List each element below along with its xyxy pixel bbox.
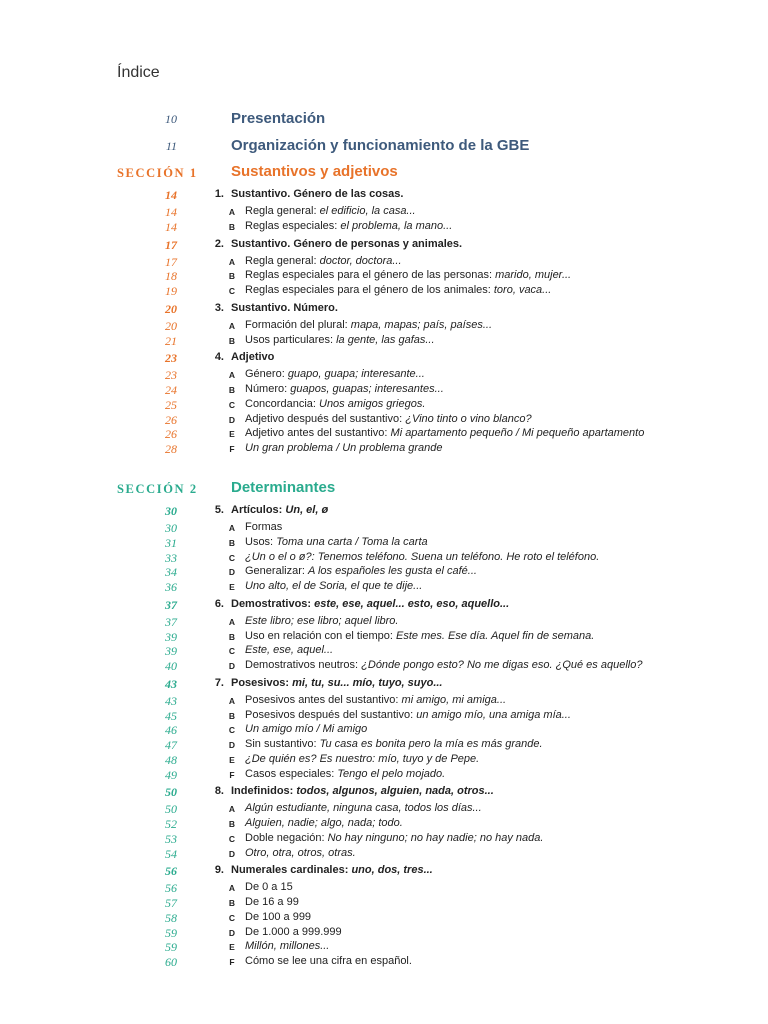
item-label: Sin sustantivo:: [245, 738, 320, 750]
item-label: Doble negación:: [245, 831, 328, 844]
item-letter: A: [228, 256, 236, 267]
item-example: Otro, otra, otros, otras.: [245, 846, 356, 859]
unit-page-number: 56: [165, 864, 177, 879]
unit-title: [231, 785, 494, 797]
item-example: ¿Un o el o ø?: Tenemos teléfono. Suena un teléfono. He roto el teléfono.: [245, 550, 600, 563]
unit-title-italic: todos, algunos, alguien, nada, otros...: [296, 785, 494, 798]
unit-title: [231, 238, 462, 250]
item-text: [245, 896, 299, 908]
item-text: [245, 551, 599, 563]
unit-title-text: Indefinidos:: [231, 785, 297, 798]
item-example: mapa, mapas; país, países...: [350, 318, 493, 331]
item-letter: A: [228, 523, 236, 533]
item-example: Unos amigos griegos.: [319, 397, 426, 410]
intro-title: Presentación: [231, 110, 326, 127]
item-example: marido, mujer...: [495, 269, 572, 282]
item-letter: A: [228, 207, 236, 217]
unit-title-text: Adjetivo: [231, 351, 275, 364]
item-text: [245, 911, 311, 923]
item-letter: D: [228, 848, 236, 859]
item-letter: E: [229, 429, 235, 440]
intro-page-number: 11: [165, 139, 177, 153]
unit-index: 1.: [214, 188, 224, 200]
item-page-number: 30: [165, 521, 177, 535]
item-text: [245, 269, 571, 281]
item-example: ¿Dónde pongo esto? No me digas eso. ¿Qué es aquello?: [361, 659, 643, 671]
item-page-number: 26: [165, 412, 177, 427]
item-label: Demostrativos neutros:: [245, 659, 362, 671]
item-text: [245, 881, 293, 893]
item-label: Número:: [245, 383, 291, 395]
section-label: SECCIÓN 2: [117, 482, 198, 496]
item-page-number: 59: [165, 940, 177, 955]
item-example: un amigo mío, una amiga mía...: [416, 708, 571, 721]
unit-title: [231, 351, 274, 363]
item-letter: C: [228, 725, 236, 736]
item-example: Un amigo mío / Mi amigo: [245, 723, 368, 736]
item-example: Este mes. Ese día. Aquel fin de semana.: [396, 629, 595, 642]
item-text: [245, 284, 551, 296]
item-text: [245, 659, 642, 671]
item-letter: D: [228, 740, 236, 750]
intro-title: Organización y funcionamiento de la GBE: [231, 137, 530, 154]
item-example: Este libro; ese libro; aquel libro.: [245, 614, 399, 627]
item-example: toro, vaca...: [493, 284, 552, 296]
item-text: [245, 644, 333, 656]
page-title: Índice: [117, 64, 160, 81]
item-example: Un gran problema / Un problema grande: [245, 442, 443, 454]
item-example: guapo, guapa; interesante...: [287, 368, 425, 381]
item-text: [245, 817, 403, 829]
item-label: De 1.000 a 999.999: [245, 925, 342, 938]
unit-title: [231, 864, 433, 876]
item-page-number: 26: [165, 427, 177, 442]
item-text: [245, 847, 356, 859]
item-text: [245, 205, 416, 217]
item-example: el edificio, la casa...: [319, 205, 416, 217]
section-title: Sustantivos y adjetivos: [231, 163, 398, 180]
item-text: [245, 723, 367, 735]
item-text: [245, 738, 543, 750]
item-text: [245, 521, 282, 533]
item-page-number: 28: [165, 442, 177, 456]
item-page-number: 53: [165, 831, 177, 846]
item-letter: B: [228, 537, 236, 548]
item-page-number: 31: [165, 535, 177, 550]
item-example: la gente, las gafas...: [336, 333, 435, 346]
item-letter: A: [228, 320, 236, 331]
item-page-number: 19: [165, 284, 177, 298]
unit-title-text: Sustantivo. Género de las cosas.: [231, 188, 404, 200]
item-text: [245, 220, 452, 232]
item-letter: D: [228, 661, 236, 671]
item-label: De 16 a 99: [245, 896, 299, 908]
unit-index: 4.: [214, 351, 224, 364]
unit-title-italic: uno, dos, tres...: [351, 864, 433, 877]
item-text: [245, 832, 543, 844]
item-example: Mi apartamento pequeño / Mi pequeño apartamento: [390, 427, 645, 440]
item-letter: B: [228, 221, 236, 232]
item-letter: F: [229, 769, 235, 780]
item-label: Uso en relación con el tiempo:: [245, 629, 397, 642]
unit-index: 3.: [214, 301, 224, 314]
item-text: [245, 383, 444, 395]
unit-page-number: 50: [165, 785, 177, 800]
unit-title-text: Numerales cardinales:: [231, 864, 352, 877]
item-letter: C: [228, 399, 236, 410]
item-example: Toma una carta / Toma la carta: [276, 535, 428, 548]
item-text: [245, 615, 398, 627]
item-text: [245, 768, 445, 780]
item-example: guapos, guapas; interesantes...: [290, 383, 444, 395]
item-text: [245, 413, 532, 425]
item-text: [245, 442, 443, 454]
item-letter: D: [228, 414, 236, 425]
item-label: Regla general:: [245, 254, 320, 267]
item-label: Regla general:: [245, 205, 320, 217]
unit-title: [231, 677, 443, 689]
item-text: [245, 630, 594, 642]
unit-title-text: Sustantivo. Número.: [231, 301, 338, 314]
item-page-number: 37: [165, 614, 177, 629]
item-letter: B: [228, 819, 236, 829]
item-example: No hay ninguno; no hay nadie; no hay nada.: [327, 831, 544, 844]
item-page-number: 23: [165, 368, 177, 383]
item-page-number: 14: [165, 219, 177, 234]
item-letter: C: [228, 912, 236, 923]
unit-index: 9.: [214, 864, 224, 877]
item-example: Tu casa es bonita pero la mía es más grande.: [319, 738, 543, 750]
item-letter: C: [228, 646, 236, 657]
item-page-number: 40: [165, 659, 177, 673]
item-text: [245, 334, 435, 346]
item-label: Género:: [245, 368, 288, 381]
item-label: Concordancia:: [245, 397, 319, 410]
item-page-number: 49: [165, 767, 177, 782]
item-page-number: 25: [165, 397, 177, 412]
item-label: Cómo se lee una cifra en español.: [245, 955, 412, 967]
item-text: [245, 319, 492, 331]
item-label: Usos particulares:: [245, 333, 337, 346]
item-example: Este, ese, aquel...: [245, 644, 334, 657]
item-text: [245, 802, 482, 814]
item-letter: B: [228, 710, 236, 721]
item-letter: C: [228, 833, 236, 844]
item-text: [245, 427, 644, 439]
item-page-number: 36: [165, 580, 177, 594]
unit-page-number: 37: [165, 597, 177, 612]
item-page-number: 57: [165, 896, 177, 910]
item-page-number: 46: [165, 723, 177, 738]
intro-page-number: 10: [165, 112, 177, 126]
item-letter: A: [228, 695, 236, 706]
item-label: Usos:: [245, 535, 277, 548]
item-letter: B: [228, 631, 236, 642]
unit-index: 6.: [214, 597, 224, 610]
item-text: [245, 753, 479, 765]
item-label: Casos especiales:: [245, 767, 338, 780]
unit-title-italic: mi, tu, su... mío, tuyo, suyo...: [292, 676, 443, 689]
item-page-number: 39: [165, 629, 177, 644]
item-page-number: 24: [165, 383, 177, 397]
item-page-number: 48: [165, 752, 177, 767]
item-example: mi amigo, mi amiga...: [401, 693, 507, 706]
unit-title: [231, 504, 328, 516]
item-label: Adjetivo después del sustantivo:: [245, 412, 406, 425]
unit-title-text: Demostrativos:: [231, 597, 315, 610]
item-page-number: 50: [165, 802, 177, 817]
unit-title-italic: Un, el, ø: [285, 504, 329, 516]
item-label: Posesivos después del sustantivo:: [245, 708, 417, 721]
item-text: [245, 940, 329, 952]
unit-index: 8.: [214, 785, 224, 798]
item-text: [245, 709, 571, 721]
item-text: [245, 926, 342, 938]
section-label: SECCIÓN 1: [117, 166, 198, 180]
item-page-number: 45: [165, 708, 177, 723]
item-letter: E: [229, 942, 235, 953]
item-letter: E: [229, 582, 235, 592]
item-example: Algún estudiante, ninguna casa, todos los días...: [245, 802, 482, 815]
item-page-number: 43: [165, 693, 177, 708]
unit-title: [231, 598, 509, 610]
item-example: Tengo el pelo mojado.: [337, 767, 446, 780]
item-example: A los españoles les gusta el café...: [307, 565, 477, 578]
item-page-number: 34: [165, 565, 177, 580]
item-letter: B: [228, 385, 236, 395]
item-text: [245, 368, 425, 380]
unit-title: [231, 302, 338, 314]
item-letter: F: [229, 957, 235, 967]
item-letter: B: [228, 898, 236, 908]
item-letter: A: [228, 370, 236, 381]
item-letter: B: [228, 271, 236, 282]
item-example: ¿De quién es? Es nuestro: mío, tuyo y de Pepe.: [245, 752, 480, 765]
item-letter: A: [228, 883, 236, 894]
item-example: ¿Vino tinto o vino blanco?: [405, 412, 532, 425]
item-page-number: 14: [165, 205, 177, 219]
item-text: [245, 536, 428, 548]
item-letter: A: [228, 616, 236, 627]
item-text: [245, 398, 425, 410]
section-title: Determinantes: [231, 479, 336, 496]
item-text: [245, 955, 412, 967]
item-page-number: 21: [165, 333, 177, 348]
item-page-number: 59: [165, 925, 177, 940]
item-letter: E: [229, 754, 235, 765]
item-page-number: 39: [165, 644, 177, 659]
item-example: Uno alto, el de Soria, el que te dije...: [245, 580, 423, 592]
item-letter: C: [228, 552, 236, 563]
item-label: Generalizar:: [245, 565, 308, 578]
item-label: Formación del plural:: [245, 318, 351, 331]
item-label: De 100 a 999: [245, 910, 312, 923]
item-page-number: 33: [165, 550, 177, 565]
item-page-number: 60: [165, 955, 177, 969]
item-letter: A: [228, 804, 236, 815]
item-page-number: 52: [165, 817, 177, 831]
item-label: Formas: [245, 521, 283, 533]
unit-index: 5.: [214, 504, 224, 516]
item-page-number: 58: [165, 910, 177, 925]
item-page-number: 20: [165, 318, 177, 333]
unit-title-italic: este, ese, aquel... esto, eso, aquello...: [314, 597, 510, 610]
item-text: [245, 580, 422, 592]
item-text: [245, 694, 506, 706]
unit-page-number: 14: [165, 188, 177, 202]
item-letter: D: [228, 927, 236, 938]
item-label: De 0 a 15: [245, 881, 293, 894]
unit-index: 2.: [214, 237, 224, 250]
item-text: [245, 255, 402, 267]
item-page-number: 47: [165, 738, 177, 752]
item-page-number: 54: [165, 846, 177, 861]
item-label: Reglas especiales:: [245, 219, 341, 232]
unit-page-number: 20: [165, 301, 177, 316]
unit-title-text: Posesivos:: [231, 676, 293, 689]
unit-page-number: 17: [165, 237, 177, 252]
item-example: el problema, la mano...: [340, 219, 453, 232]
item-page-number: 17: [165, 254, 177, 269]
unit-index: 7.: [214, 676, 224, 689]
item-page-number: 18: [165, 269, 177, 284]
unit-title-text: Sustantivo. Género de personas y animales.: [231, 237, 463, 250]
unit-page-number: 23: [165, 351, 177, 366]
item-example: Millón, millones...: [245, 940, 330, 953]
unit-page-number: 43: [165, 676, 177, 691]
item-label: Adjetivo antes del sustantivo:: [245, 427, 391, 440]
item-letter: C: [228, 286, 236, 296]
item-label: Posesivos antes del sustantivo:: [245, 693, 402, 706]
item-example: Alguien, nadie; algo, nada; todo.: [245, 817, 403, 829]
item-page-number: 56: [165, 881, 177, 896]
unit-page-number: 30: [165, 504, 177, 518]
unit-title: [231, 188, 403, 200]
item-example: doctor, doctora...: [319, 254, 402, 267]
item-letter: D: [228, 567, 236, 578]
unit-title-text: Artículos:: [231, 504, 286, 516]
item-label: Reglas especiales para el género de las personas:: [245, 269, 496, 282]
item-text: [245, 565, 477, 577]
item-letter: F: [229, 444, 235, 454]
item-label: Reglas especiales para el género de los animales:: [245, 284, 494, 296]
item-letter: B: [228, 335, 236, 346]
